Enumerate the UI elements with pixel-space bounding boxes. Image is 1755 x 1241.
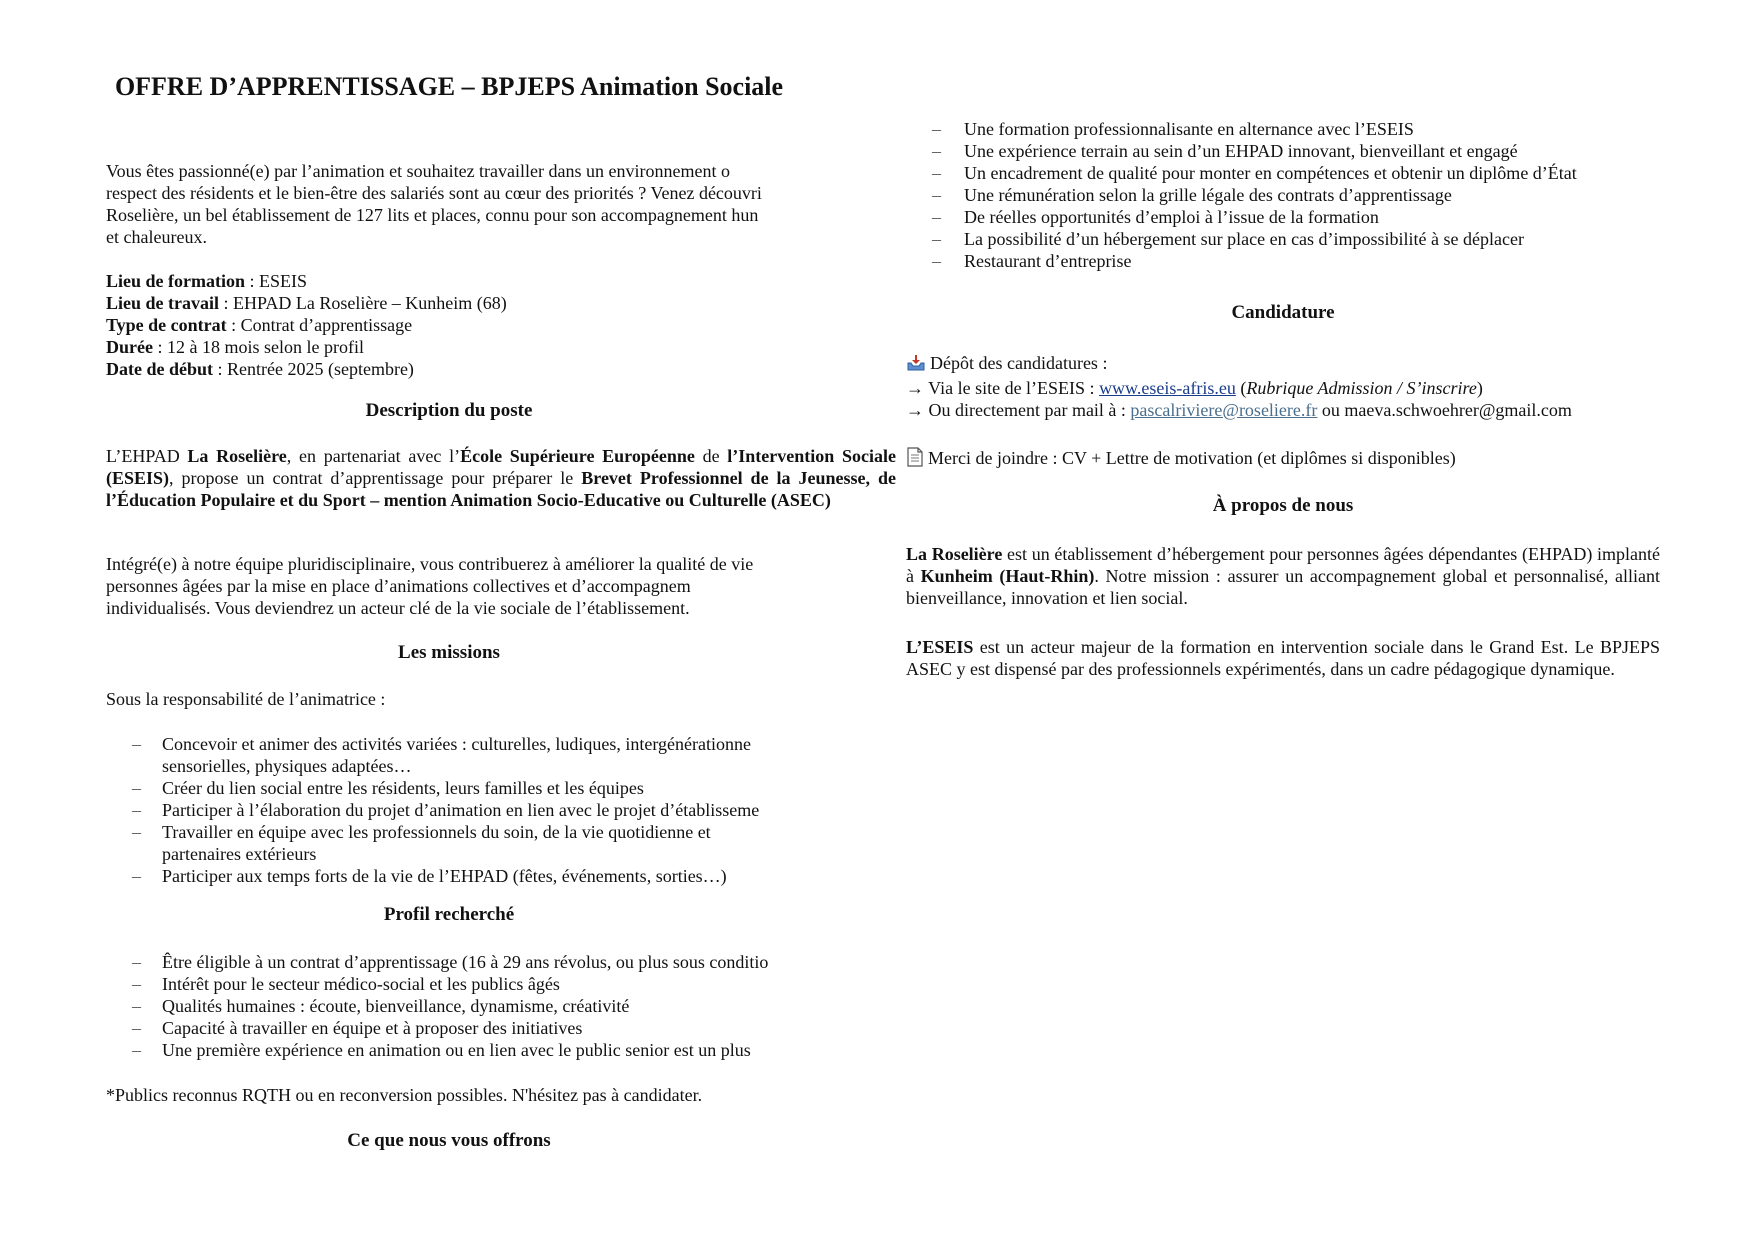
item-line: partenaires extérieurs bbox=[162, 844, 317, 864]
text-run: ( bbox=[1235, 378, 1247, 398]
profil-heading: Profil recherché bbox=[383, 904, 515, 925]
dash-bullet-icon: – bbox=[132, 866, 141, 886]
bold-run: Socio-Educative ou Culturelle (ASEC) bbox=[536, 490, 831, 510]
intro-line: Roselière, un bel établissement de 127 lits et places, connu pour son accompagnement hun bbox=[106, 205, 759, 225]
missions-heading: Les missions bbox=[398, 642, 500, 663]
dash-bullet-icon: – bbox=[132, 800, 141, 820]
item-line: Être éligible à un contrat d’apprentissage (16 à 29 ans révolus, ou plus sous conditio bbox=[162, 952, 769, 972]
offre-list bbox=[906, 118, 1577, 272]
dash-bullet-icon: – bbox=[932, 229, 941, 249]
list-item bbox=[106, 951, 768, 973]
dash-bullet-icon: – bbox=[132, 952, 141, 972]
item-line: Capacité à travailler en équipe et à proposer des initiatives bbox=[162, 1018, 583, 1038]
field-type-contrat bbox=[106, 314, 507, 336]
dash-bullet-icon: – bbox=[932, 163, 941, 183]
missions-lead bbox=[106, 688, 385, 710]
list-item bbox=[106, 733, 759, 777]
list-item bbox=[906, 206, 1577, 228]
list-item bbox=[106, 973, 768, 995]
field-value: : Contrat d’apprentissage bbox=[226, 315, 413, 335]
dash-bullet-icon: – bbox=[132, 974, 141, 994]
list-item bbox=[106, 865, 759, 887]
joindre-line bbox=[906, 447, 1456, 472]
item-line: Une formation professionnalisante en alternance avec l’ESEIS bbox=[964, 119, 1414, 139]
candidature-heading: Candidature bbox=[1231, 302, 1335, 323]
left-column bbox=[106, 0, 897, 1241]
item-line: Un encadrement de qualité pour monter en compétences et obtenir un diplôme d’État bbox=[964, 163, 1577, 183]
apropos-paragraph-1 bbox=[906, 543, 1660, 609]
item-line: Qualités humaines : écoute, bienveillance, dynamisme, créativité bbox=[162, 996, 630, 1016]
bold-run: L’ESEIS bbox=[906, 637, 974, 657]
dash-bullet-icon: – bbox=[132, 822, 141, 842]
field-value: : 12 à 18 mois selon le profil bbox=[152, 337, 364, 357]
item-line: Une première expérience en animation ou en lien avec le public senior est un plus bbox=[162, 1040, 751, 1060]
item-line: sensorielles, physiques adaptées… bbox=[162, 756, 412, 776]
text-run: L’EHPAD bbox=[106, 446, 188, 466]
job-details bbox=[106, 270, 507, 380]
apropos-paragraph-2 bbox=[906, 636, 1660, 680]
bold-run: Kunheim (Haut-Rhin) bbox=[920, 566, 1095, 586]
bold-run: École Supérieure Européenne bbox=[460, 446, 695, 466]
description-heading: Description du poste bbox=[365, 400, 533, 421]
dash-bullet-icon: – bbox=[132, 996, 141, 1016]
field-label: Lieu de travail bbox=[106, 293, 219, 313]
page-icon bbox=[906, 447, 924, 472]
field-value: : ESEIS bbox=[245, 271, 308, 291]
field-label: Durée bbox=[106, 337, 153, 357]
via-prefix: → Via le site de l’ESEIS : bbox=[906, 378, 1100, 398]
field-label: Lieu de formation bbox=[106, 271, 245, 291]
list-item bbox=[906, 118, 1577, 140]
item-line: Restaurant d’entreprise bbox=[964, 251, 1132, 271]
dash-bullet-icon: – bbox=[932, 207, 941, 227]
bold-run: Br bbox=[581, 468, 601, 488]
intro-line: respect des résidents et le bien-être des salariés sont au cœur des priorités ? Venez découvri bbox=[106, 183, 762, 203]
dash-bullet-icon: – bbox=[132, 734, 141, 754]
item-line: Une expérience terrain au sein d’un EHPAD innovant, bienveillant et engagé bbox=[964, 141, 1518, 161]
item-line: De réelles opportunités d’emploi à l’issue de la formation bbox=[964, 207, 1379, 227]
field-label: Type de contrat bbox=[106, 315, 227, 335]
desc-line: personnes âgées par la mise en place d’animations collectives et d’accompagnem bbox=[106, 576, 691, 596]
item-line: Intérêt pour le secteur médico-social et les publics âgés bbox=[162, 974, 560, 994]
field-date-debut bbox=[106, 358, 507, 380]
bold-run: Professionnel de la Jeunesse, de l’Éducation Populaire et du Sport – mention Anima bbox=[106, 468, 897, 510]
list-item bbox=[106, 1017, 768, 1039]
list-item bbox=[906, 162, 1577, 184]
page-title: OFFRE D’APPRENTISSAGE – BPJEPS Animation Sociale bbox=[114, 72, 784, 101]
joindre-text: Merci de joindre : CV + Lettre de motivation (et diplômes si disponibles) bbox=[928, 448, 1456, 468]
mail-prefix: → Ou directement par mail à : bbox=[906, 400, 1131, 420]
text-run: , en partenariat avec l’ bbox=[286, 446, 461, 466]
bold-run: La Roselière bbox=[906, 544, 1003, 564]
field-value: : EHPAD La Roselière – Kunheim (68) bbox=[219, 293, 507, 313]
depot-text: Dépôt des candidatures : bbox=[930, 353, 1108, 373]
item-line: Concevoir et animer des activités variées : culturelles, ludiques, intergénérationne bbox=[162, 734, 751, 754]
item-line: Une rémunération selon la grille légale des contrats d’apprentissage bbox=[964, 185, 1452, 205]
bold-run: l’Intervention Sociale (ESEIS) bbox=[106, 446, 896, 488]
rubrique-text: Rubrique Admission / S’inscrire bbox=[1246, 378, 1477, 398]
dash-bullet-icon: – bbox=[932, 185, 941, 205]
text-run: . Notre mission : assurer un accompagnement global et personnalisé, alliant bienveillance, innovation et lien social. bbox=[906, 566, 1660, 608]
via-line bbox=[906, 377, 1572, 399]
field-lieu-travail bbox=[106, 292, 507, 314]
mail-line bbox=[906, 399, 1572, 421]
eseis-website-link[interactable]: www.eseis-afris.eu bbox=[1099, 378, 1236, 398]
dash-bullet-icon: – bbox=[932, 251, 941, 271]
list-item bbox=[106, 799, 759, 821]
dash-bullet-icon: – bbox=[932, 141, 941, 161]
offre-heading: Ce que nous vous offrons bbox=[347, 1130, 551, 1151]
list-item bbox=[106, 777, 759, 799]
item-line: La possibilité d’un hébergement sur place en cas d’impossibilité à se déplacer bbox=[964, 229, 1524, 249]
text-run: , propose un contrat d’apprentissage pour préparer le bbox=[169, 468, 582, 488]
item-line: Participer aux temps forts de la vie de l’EHPAD (fêtes, événements, sorties…) bbox=[162, 866, 727, 886]
bold-run: La Roselière bbox=[187, 446, 287, 466]
dash-bullet-icon: – bbox=[932, 119, 941, 139]
list-item bbox=[906, 250, 1577, 272]
list-item bbox=[906, 140, 1577, 162]
list-item bbox=[106, 821, 759, 865]
depot-line bbox=[906, 352, 1572, 377]
field-value: : Rentrée 2025 (septembre) bbox=[213, 359, 414, 379]
item-line: Créer du lien social entre les résidents, leurs familles et les équipes bbox=[162, 778, 644, 798]
text-run: est un établissement d’hébergement pour personnes âgées dépendantes (EHPAD) implanté à bbox=[906, 544, 1660, 586]
intro-line: Vous êtes passionné(e) par l’animation et souhaitez travailler dans un environnement o bbox=[106, 161, 730, 181]
item-line: Participer à l’élaboration du projet d’animation en lien avec le projet d’établisseme bbox=[162, 800, 760, 820]
missions-list bbox=[106, 733, 759, 887]
text-run: est un acteur majeur de la formation en intervention sociale dans le Grand Est. Le BPJEPS ASEC y est dispensé par des professionnels expérimentés, dans un cadre pédagogique dynamique. bbox=[906, 637, 1660, 679]
dash-bullet-icon: – bbox=[132, 1040, 141, 1060]
apropos-heading: À propos de nous bbox=[1212, 495, 1354, 516]
list-item bbox=[906, 184, 1577, 206]
list-item bbox=[906, 228, 1577, 250]
desc-line: Intégré(e) à notre équipe pluridisciplinaire, vous contribuerez à améliorer la qualité de vie bbox=[106, 554, 754, 574]
mail-suffix: ou maeva.schwoehrer@gmail.com bbox=[1317, 400, 1572, 420]
profil-list bbox=[106, 951, 768, 1061]
profil-note bbox=[106, 1084, 702, 1106]
intro-line: et chaleureux. bbox=[106, 227, 207, 247]
intro-paragraph bbox=[106, 160, 762, 248]
inbox-tray-icon bbox=[906, 354, 926, 377]
item-line: Travailler en équipe avec les professionnels du soin, de la vie quotidienne et bbox=[162, 822, 711, 842]
text-run: ) bbox=[1476, 378, 1483, 398]
list-item bbox=[106, 995, 768, 1017]
field-label: Date de début bbox=[106, 359, 213, 379]
candidature-block bbox=[906, 352, 1572, 421]
desc-line: individualisés. Vous deviendrez un acteur clé de la vie sociale de l’établissement. bbox=[106, 598, 690, 618]
field-lieu-formation bbox=[106, 270, 507, 292]
field-duree bbox=[106, 336, 507, 358]
dash-bullet-icon: – bbox=[132, 1018, 141, 1038]
list-item bbox=[106, 1039, 768, 1061]
dash-bullet-icon: – bbox=[132, 778, 141, 798]
note-text: *Publics reconnus RQTH ou en reconversion possibles. N'hésitez pas à candidater. bbox=[106, 1085, 703, 1105]
missions-lead-text: Sous la responsabilité de l’animatrice : bbox=[106, 689, 386, 709]
description-paragraph-2 bbox=[106, 553, 753, 619]
email-link[interactable]: pascalriviere@roseliere.fr bbox=[1130, 400, 1318, 420]
description-paragraph-1: L’EHPAD La Roselière, en partenariat avec l’École Supérieure Européenne de l’Intervention Sociale (ESEIS), propose un contrat d’apprentissage pour préparer le Brevet Professionnel de la Jeunesse, de l’Éducation Populaire et du Sport – mention Animation Socio-Educative ou Culturelle (ASEC) bbox=[106, 446, 897, 510]
